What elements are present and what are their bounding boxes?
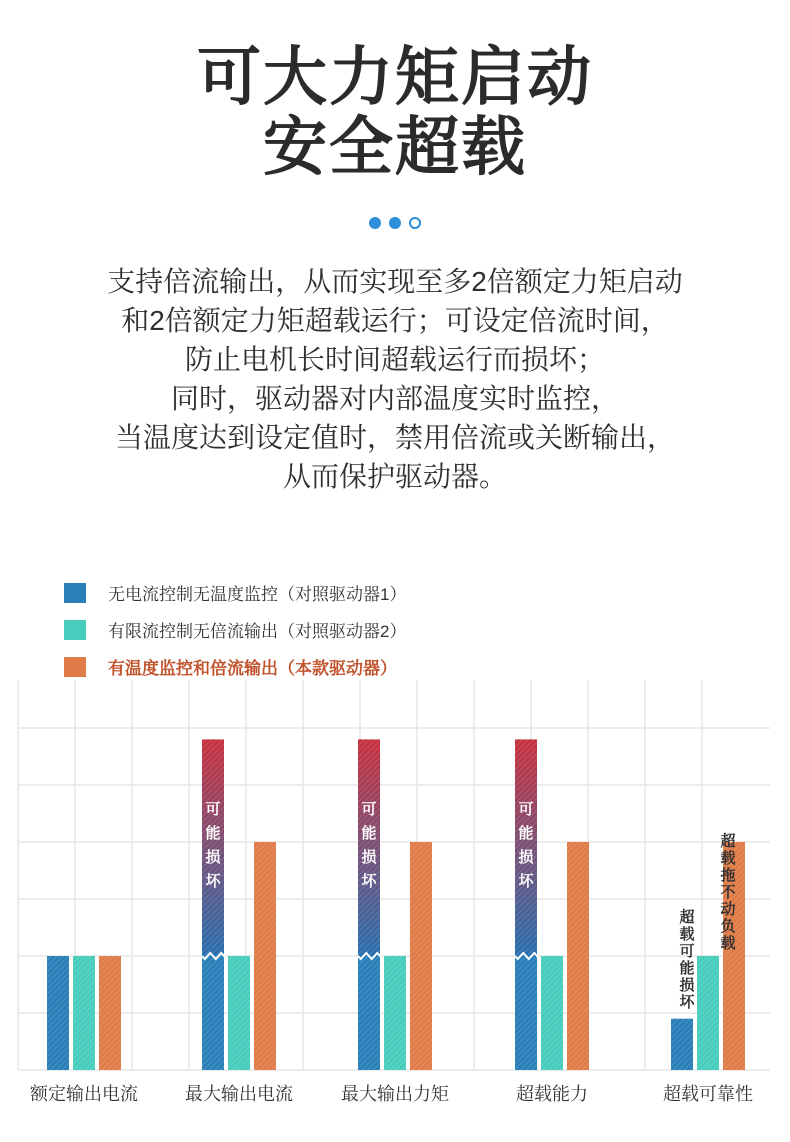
bar-texture xyxy=(567,842,589,1070)
category-label: 额定输出电流 xyxy=(30,1084,138,1104)
bar-texture xyxy=(202,956,224,1070)
bar-texture xyxy=(541,956,563,1070)
legend-label: 有温度监控和倍流输出（本款驱动器） xyxy=(108,659,397,678)
legend-label: 有限流控制无倍流输出（对照驱动器2） xyxy=(108,622,407,641)
bar-annotation: 可能损坏 xyxy=(205,801,221,890)
bar-annotation: 可能损坏 xyxy=(361,801,377,890)
bar-texture xyxy=(254,842,276,1070)
description-line: 从而保护驱动器。 xyxy=(282,461,507,492)
category-label: 最大输出力矩 xyxy=(341,1084,449,1104)
bar-annotation: 超载拖不动负载 xyxy=(720,833,736,952)
bar-annotation: 超载可能损坏 xyxy=(679,909,695,1011)
category-label: 超载能力 xyxy=(516,1084,588,1104)
description-line: 支持倍流输出，从而实现至多2倍额定力矩启动 xyxy=(107,266,683,297)
bar-annotation: 可能损坏 xyxy=(518,801,534,890)
category-label: 超载可靠性 xyxy=(663,1084,753,1104)
bar-texture xyxy=(384,956,406,1070)
bar-texture xyxy=(515,956,537,1070)
bar-texture xyxy=(358,956,380,1070)
bar-texture xyxy=(697,956,719,1070)
chart-bars xyxy=(47,739,745,1070)
description-line: 防止电机长时间超载运行而损坏； xyxy=(184,344,605,375)
bar-texture xyxy=(73,956,95,1070)
description-line: 和2倍额定力矩超载运行；可设定倍流时间， xyxy=(121,305,669,336)
bar-texture xyxy=(228,956,250,1070)
bar-texture xyxy=(515,739,537,956)
description-line: 同时，驱动器对内部温度实时监控， xyxy=(170,383,619,414)
bar-texture xyxy=(671,1019,693,1070)
bar-texture xyxy=(410,842,432,1070)
bar-texture xyxy=(358,739,380,956)
page-title-line1: 可大力矩启动 xyxy=(197,41,593,113)
category-label: 最大输出电流 xyxy=(185,1084,293,1104)
bar-texture xyxy=(99,956,121,1070)
page-title-line2: 安全超载 xyxy=(263,111,527,183)
bar-texture xyxy=(202,739,224,956)
legend-label: 无电流控制无温度监控（对照驱动器1） xyxy=(108,585,407,604)
bar-texture xyxy=(47,956,69,1070)
description-line: 当温度达到设定值时，禁用倍流或关断输出， xyxy=(114,422,675,453)
